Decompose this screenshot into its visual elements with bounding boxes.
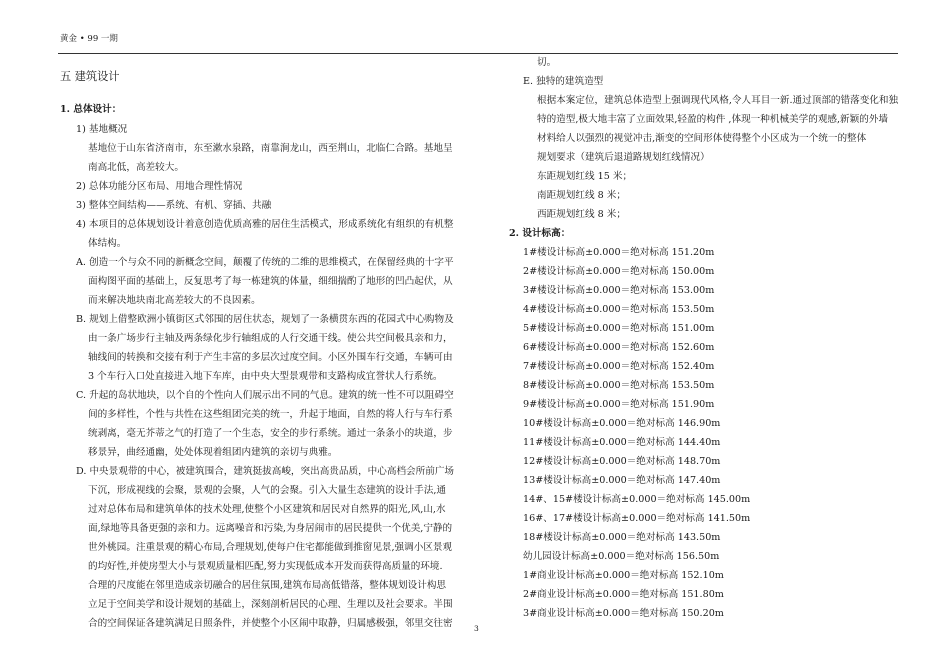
right-text-line: E. 独特的建筑造型 — [523, 76, 604, 87]
right-text-line: 14#、15#楼设计标高±0.000＝绝对标高 145.00m — [523, 494, 751, 505]
right-text-line: 12#楼设计标高±0.000＝绝对标高 148.70m — [523, 456, 721, 467]
right-text-line: 6#楼设计标高±0.000＝绝对标高 152.60m — [523, 342, 715, 353]
right-text-line: 8#楼设计标高±0.000＝绝对标高 153.50m — [523, 380, 715, 391]
right-text-line: 幼儿园设计标高±0.000＝绝对标高 156.50m — [523, 551, 720, 562]
right-text-line: 18#楼设计标高±0.000＝绝对标高 143.50m — [523, 532, 721, 543]
left-text-line: 统剥离，毫无芥蒂之气的打造了一个生态，安全的步行系统。通过一条条小的块道，步 — [88, 428, 453, 439]
right-text-line: 10#楼设计标高±0.000＝绝对标高 146.90m — [523, 418, 721, 429]
left-text-line: 南高北低，高差较大。 — [88, 162, 184, 173]
right-text-line: 材料给人以强烈的视觉冲击,渐变的空间形体使得整个小区成为一个统一的整体 — [537, 133, 867, 144]
left-text-line: 由一条广场步行主轴及两条绿化步行轴组成的人行交通干线。使公共空间极具亲和力， — [88, 333, 453, 344]
left-text-line: 过对总体布局和建筑单体的技术处理,使整个小区建筑和居民对自然界的阳光,风,山,水 — [88, 504, 446, 515]
right-text-line: 11#楼设计标高±0.000＝绝对标高 144.40m — [523, 437, 721, 448]
left-text-line: 移景异，曲经通幽，处处体现着组团内建筑的亲切与典雅。 — [88, 447, 338, 458]
page-number: 3 — [474, 624, 479, 633]
left-text-line: A. 创造一个与众不同的新概念空间，颠覆了传统的二维的思维模式，在保留经典的十字平 — [76, 257, 454, 268]
right-text-line: 规划要求（建筑后退道路规划红线情况） — [537, 152, 710, 163]
left-text-line: 1) 基地概况 — [76, 124, 128, 135]
left-text-line: D. 中央景观带的中心，被建筑围合，建筑挺拔高峻，突出高贵品质，中心高档会所前广场 — [76, 466, 455, 477]
left-text-line: 五 建筑设计 — [60, 70, 120, 83]
left-text-line: 立足于空间美学和设计规划的基础上，深刻剖析居民的心理、生理以及社会要求。半围 — [88, 599, 453, 610]
left-text-line: 体结构。 — [88, 238, 127, 249]
left-text-line: 间的多样性，个性与共性在这些组团完美的统一，升起于地面，自然的将人行与车行系 — [88, 409, 453, 420]
left-text-line: 合理的尺度能在邻里造成亲切融合的居住氛围,建筑布局高低错落，整体规划设计构思 — [88, 580, 447, 591]
right-text-line: 切。 — [537, 57, 557, 68]
right-text-line: 13#楼设计标高±0.000＝绝对标高 147.40m — [523, 475, 721, 486]
left-text-line: 的均好性,并使房型大小与景观质量相匹配,努力实现低成本开发而获得高质量的环境. — [88, 561, 443, 572]
right-text-line: 1#商业设计标高±0.000＝绝对标高 152.10m — [523, 570, 724, 581]
left-text-line: 世外桃园。注重景观的精心布局,合理规划,使每户住宅都能做到推窗见景,强调小区景观 — [88, 542, 453, 553]
right-text-line: 西距规划红线 8 米； — [537, 209, 626, 220]
left-text-line: 面构图平面的基础上，反复思考了每一栋建筑的体量，细细揣酌了地形的凹凸起伏，从 — [88, 276, 453, 287]
right-text-line: 2#楼设计标高±0.000＝绝对标高 150.00m — [523, 266, 715, 277]
right-text-line: 2. 设计标高： — [509, 228, 571, 239]
left-text-line: 3) 整体空间结构——系统、有机、穿插、共融 — [76, 200, 272, 211]
running-header: 黄金 • 99 一期 — [60, 34, 118, 44]
right-text-line: 1#楼设计标高±0.000＝绝对标高 151.20m — [523, 247, 715, 258]
left-text-line: B. 规划上借整欧洲小镇街区式邻围的居住状态，规划了一条横贯东西的花园式中心购物及 — [76, 314, 454, 325]
left-text-line: 下沉，形成视线的会聚，景观的会聚，人气的会聚。引入大量生态建筑的设计手法,通 — [88, 485, 447, 496]
left-text-line: 而来解决地块南北高差较大的不良因素。 — [88, 295, 261, 306]
left-text-line: 2) 总体功能分区布局、用地合理性情况 — [76, 181, 243, 192]
right-text-line: 3#楼设计标高±0.000＝绝对标高 153.00m — [523, 285, 715, 296]
right-text-line: 9#楼设计标高±0.000＝绝对标高 151.90m — [523, 399, 715, 410]
left-text-line: 面,绿地等具备更强的亲和力。远离噪音和污染,为身居闹市的居民提供一个优美,宁静的 — [88, 523, 453, 534]
right-text-line: 特的造型,极大地丰富了立面效果,轻盈的构件 ,体现一种机械美学的观感,新颖的外墙 — [537, 114, 889, 125]
left-text-line: 1. 总体设计： — [60, 104, 122, 115]
left-text-line: 3 个车行入口处直接进入地下车库，由中央大型景观带和支路构成宜誉状人行系统。 — [88, 371, 443, 382]
left-text-line: 基地位于山东省济南市，东至漱水泉路，南靠涧龙山，西至荆山，北临仁合路。基地呈 — [88, 143, 453, 154]
right-text-line: 7#楼设计标高±0.000＝绝对标高 152.40m — [523, 361, 715, 372]
header-rule — [58, 53, 898, 54]
right-text-line: 3#商业设计标高±0.000＝绝对标高 150.20m — [523, 608, 724, 619]
right-text-line: 4#楼设计标高±0.000＝绝对标高 153.50m — [523, 304, 715, 315]
left-text-line: C. 升起的岛状地块，以个自的个性向人们展示出不同的气息。建筑的统一性不可以阻碍空 — [76, 390, 454, 401]
right-text-line: 16#、17#楼设计标高±0.000＝绝对标高 141.50m — [523, 513, 751, 524]
right-text-line: 5#楼设计标高±0.000＝绝对标高 151.00m — [523, 323, 715, 334]
left-text-line: 轴线间的转换和交接有利于产生丰富的多层次过度空间。小区外围车行交通，车辆可由 — [88, 352, 453, 363]
left-text-line: 4) 本项目的总体规划设计着意创造优质高雅的居住生活模式，形成系统化有组织的有机整 — [76, 219, 454, 230]
right-text-line: 南距规划红线 8 米； — [537, 190, 626, 201]
right-text-line: 2#商业设计标高±0.000＝绝对标高 151.80m — [523, 589, 724, 600]
right-text-line: 根据本案定位，建筑总体造型上强调现代风格,令人耳目一新.通过顶部的错落变化和独 — [537, 95, 899, 106]
right-text-line: 东距规划红线 15 米； — [537, 171, 633, 182]
left-text-line: 合的空间保证各建筑满足日照条件，并使整个小区闹中取静，归属感极强，邻里交往密 — [88, 618, 453, 629]
